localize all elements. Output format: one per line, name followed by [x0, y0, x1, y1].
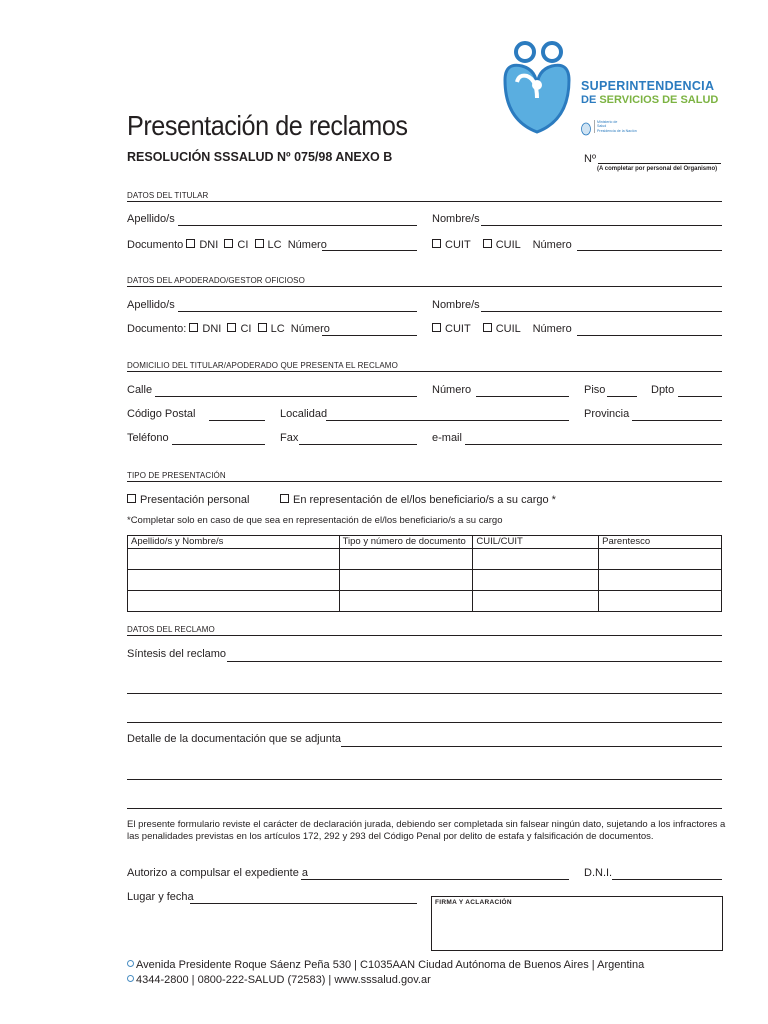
titular-nombres-label: Nombre/s: [432, 213, 480, 225]
apoderado-ci-label: CI: [240, 323, 252, 335]
representacion-note: *Completar solo en caso de que sea en representación de el/los beneficiario/s a su cargo: [127, 515, 503, 526]
sintesis-label: Síntesis del reclamo: [127, 648, 227, 660]
titular-dni-label: DNI: [199, 239, 219, 251]
apoderado-cuil-label: CUIL: [495, 323, 521, 335]
detalle-field-line2[interactable]: [127, 779, 722, 780]
titular-lc-label: LC: [267, 239, 282, 251]
table-cell[interactable]: [473, 570, 599, 591]
piso-label: Piso: [584, 384, 606, 396]
codigo-postal-label: Código Postal: [127, 408, 196, 420]
apoderado-nombres-label: Nombre/s: [432, 299, 480, 311]
table-cell[interactable]: [599, 549, 722, 570]
section-titular: DATOS DEL TITULAR: [127, 191, 209, 200]
firma-box[interactable]: [431, 896, 723, 951]
section-apoderado-rule: [127, 286, 722, 287]
titular-numero-field[interactable]: [322, 250, 417, 251]
codigo-postal-field[interactable]: [209, 420, 265, 421]
footer-address-text: Avenida Presidente Roque Sáenz Peña 530 | C1035AAN Ciudad Autónoma de Buenos Aires | Argentina: [136, 959, 645, 971]
titular-ci-label: CI: [237, 239, 249, 251]
section-apoderado: DATOS DEL APODERADO/GESTOR OFICIOSO: [127, 276, 305, 285]
beneficiarios-header-row: [128, 536, 722, 549]
autorizo-field[interactable]: [301, 879, 569, 880]
lugar-fecha-field[interactable]: [190, 903, 417, 904]
column-header: CUIL/CUIT: [473, 536, 599, 549]
titular-cuit-numero-field[interactable]: [577, 250, 722, 251]
apoderado-ci-checkbox[interactable]: [227, 323, 236, 332]
logo-text-de: DE: [581, 94, 600, 106]
titular-apellidos-field[interactable]: [178, 225, 417, 226]
apoderado-cuit-label: CUIT: [445, 323, 471, 335]
domicilio-numero-label: Número: [432, 384, 472, 396]
autorizo-label: Autorizo a compulsar el expediente a: [127, 867, 308, 879]
titular-documento-label: Documento: [127, 239, 184, 251]
bullet-icon: [127, 975, 134, 982]
ministry-logo: [581, 120, 641, 138]
fax-label: Fax: [280, 432, 299, 444]
detalle-field-line3[interactable]: [127, 808, 722, 809]
beneficiarios-table: [127, 535, 722, 612]
section-titular-rule: [127, 201, 722, 202]
apoderado-cuil-checkbox[interactable]: [483, 323, 492, 332]
representacion-label: En representación de el/los beneficiario/s a su cargo *: [293, 494, 556, 506]
ministry-seal-icon: [581, 122, 591, 136]
personal-checkbox[interactable]: [127, 494, 136, 503]
logo-text-line2: [581, 95, 718, 106]
fax-field[interactable]: [299, 444, 417, 445]
section-tipo-rule: [127, 481, 722, 482]
localidad-label: Localidad: [280, 408, 328, 420]
logo-text-line1: SUPERINTENDENCIA: [581, 79, 715, 93]
detalle-field[interactable]: [341, 746, 722, 747]
titular-nombres-field[interactable]: [481, 225, 722, 226]
bullet-icon: [127, 960, 134, 967]
table-cell[interactable]: [599, 591, 722, 612]
titular-cuil-label: CUIL: [495, 239, 521, 251]
localidad-field[interactable]: [326, 420, 569, 421]
apoderado-cuit-numero-field[interactable]: [577, 335, 722, 336]
firma-dni-label: D.N.I.: [584, 867, 613, 879]
email-label: e-mail: [432, 432, 462, 444]
table-cell[interactable]: [128, 591, 340, 612]
apoderado-numero2-label: Número: [532, 323, 572, 335]
apoderado-lc-label: LC: [270, 323, 285, 335]
sintesis-field[interactable]: [227, 661, 722, 662]
personal-label: Presentación personal: [140, 494, 250, 506]
telefono-label: Teléfono: [127, 432, 169, 444]
dpto-label: Dpto: [651, 384, 675, 396]
table-cell[interactable]: [128, 570, 340, 591]
firma-dni-field[interactable]: [612, 879, 722, 880]
apoderado-documento-label: Documento:: [127, 323, 187, 335]
table-row: [128, 549, 722, 570]
personal-option[interactable]: [127, 494, 249, 506]
section-domicilio: DOMICILIO DEL TITULAR/APODERADO QUE PRESENTA EL RECLAMO: [127, 361, 398, 370]
table-row: [128, 591, 722, 612]
table-cell[interactable]: [339, 570, 473, 591]
titular-cuit-row: [432, 239, 572, 251]
sintesis-field-line3[interactable]: [127, 722, 722, 723]
table-row: [128, 570, 722, 591]
titular-dni-checkbox[interactable]: [186, 239, 195, 248]
titular-ci-checkbox[interactable]: [224, 239, 233, 248]
calle-label: Calle: [127, 384, 153, 396]
provincia-label: Provincia: [584, 408, 630, 420]
table-cell[interactable]: [339, 591, 473, 612]
footer-contact: [127, 974, 431, 986]
titular-documento-row: [127, 239, 327, 251]
representacion-option[interactable]: [280, 494, 556, 506]
piso-field[interactable]: [607, 396, 637, 397]
section-reclamo-rule: [127, 635, 722, 636]
apoderado-documento-row: [127, 323, 330, 335]
lugar-fecha-label: Lugar y fecha: [127, 891, 194, 903]
firma-label: FIRMA Y ACLARACIÓN: [435, 899, 512, 906]
column-header: Tipo y número de documento: [339, 536, 473, 549]
calle-field[interactable]: [155, 396, 417, 397]
titular-cuil-checkbox[interactable]: [483, 239, 492, 248]
apoderado-numero-field[interactable]: [322, 335, 417, 336]
titular-cuit-label: CUIT: [445, 239, 471, 251]
provincia-field[interactable]: [632, 420, 722, 421]
column-header: Apellido/s y Nombre/s: [128, 536, 340, 549]
titular-apellidos-label: Apellido/s: [127, 213, 175, 225]
apoderado-cuit-row: [432, 323, 572, 335]
logo-text-servicios: SERVICIOS DE SALUD: [599, 94, 719, 106]
logo-figures-icon: [497, 40, 577, 140]
telefono-field[interactable]: [172, 444, 265, 445]
number-note: (A completar por personal del Organismo): [597, 166, 718, 172]
legal-disclaimer: El presente formulario reviste el carácter de declaración jurada, debiendo ser completada sin falsear ningún dato, sujetando a los infractores a las penalidades previstas en los artículos 172, 292 y 293 del Código Penal por delito de estafa y falsificación de documentos.: [127, 819, 726, 842]
apoderado-apellidos-field[interactable]: [178, 311, 417, 312]
apoderado-numero-label: Número: [290, 323, 330, 335]
representacion-checkbox[interactable]: [280, 494, 289, 503]
apoderado-dni-label: DNI: [202, 323, 222, 335]
titular-lc-checkbox[interactable]: [255, 239, 264, 248]
apoderado-dni-checkbox[interactable]: [189, 323, 198, 332]
dpto-field[interactable]: [678, 396, 722, 397]
page-title: Presentación de reclamos: [127, 110, 408, 141]
column-header: Parentesco: [599, 536, 722, 549]
footer-contact-text: 4344-2800 | 0800-222-SALUD (72583) | www.sssalud.gov.ar: [136, 974, 431, 986]
table-cell[interactable]: [473, 591, 599, 612]
section-domicilio-rule: [127, 371, 722, 372]
sss-logo: [497, 40, 727, 140]
titular-numero2-label: Número: [532, 239, 572, 251]
ministry-text: Ministerio de Salud Presidencia de la Nación: [594, 120, 637, 133]
page-subtitle: RESOLUCIÓN SSSALUD Nº 075/98 ANEXO B: [127, 150, 393, 164]
number-label: Nº: [584, 153, 596, 165]
table-cell[interactable]: [473, 549, 599, 570]
section-reclamo: DATOS DEL RECLAMO: [127, 625, 215, 634]
footer-address: [127, 959, 644, 971]
apoderado-lc-checkbox[interactable]: [258, 323, 267, 332]
table-cell[interactable]: [339, 549, 473, 570]
email-field[interactable]: [465, 444, 722, 445]
titular-numero-label: Número: [287, 239, 327, 251]
apoderado-nombres-field[interactable]: [481, 311, 722, 312]
domicilio-numero-field[interactable]: [476, 396, 569, 397]
table-cell[interactable]: [128, 549, 340, 570]
table-cell[interactable]: [599, 570, 722, 591]
apoderado-cuit-checkbox[interactable]: [432, 323, 441, 332]
number-field[interactable]: [598, 163, 721, 164]
sintesis-field-line2[interactable]: [127, 693, 722, 694]
section-tipo: TIPO DE PRESENTACIÓN: [127, 471, 226, 480]
titular-cuit-checkbox[interactable]: [432, 239, 441, 248]
detalle-label: Detalle de la documentación que se adjunta: [127, 733, 342, 745]
apoderado-apellidos-label: Apellido/s: [127, 299, 175, 311]
